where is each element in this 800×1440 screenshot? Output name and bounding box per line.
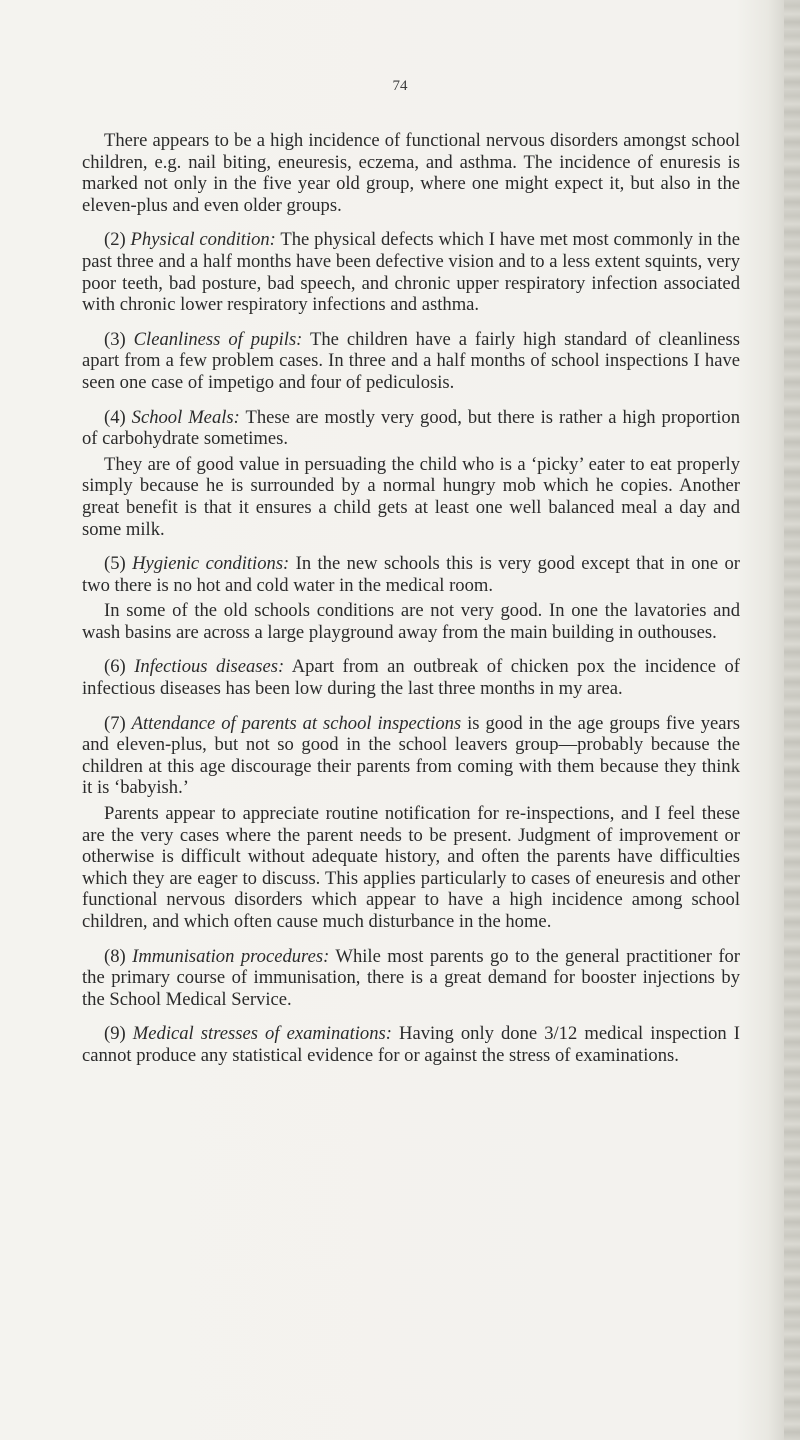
section-heading: School Meals:	[131, 406, 240, 428]
paragraph-immunisation	[82, 946, 740, 1011]
paragraph-hygienic-conditions-continued	[82, 600, 740, 643]
paragraph-physical-condition	[82, 229, 740, 315]
section-heading: Cleanliness of pupils:	[133, 328, 303, 350]
paragraph-examination-stress	[82, 1023, 740, 1066]
section-heading: Infectious diseases:	[134, 656, 285, 678]
paragraph-text: These are mostly very good, but there is rather a high proportion of carbohydrate sometimes.	[82, 406, 741, 450]
section-number: (9)	[104, 1023, 126, 1045]
paragraph-text: They are of good value in persuading the child who is a ‘picky’ eater to eat properly simply because he is surrounded by a normal hungry mob which he copies. Another great benefit is that it ensures a child gets at least one well balanced meal a day and some milk.	[82, 453, 740, 540]
paragraph-text: Apart from an outbreak of chicken pox the incidence of infectious diseases has been low during the last three months in my area.	[82, 656, 740, 700]
section-number: (4)	[104, 406, 126, 428]
section-number: (7)	[104, 712, 126, 734]
page-binding-edge	[784, 0, 800, 1440]
section-number: (6)	[104, 656, 126, 678]
paragraph-hygienic-conditions	[82, 553, 740, 596]
section-heading: Hygienic conditions:	[132, 553, 290, 575]
page-number: 74	[392, 78, 408, 94]
paragraph-text: is good in the age groups five years and eleven-plus, but not so good in the school leavers group—probably because the children at this age discourage their parents from coming with them because they think it is ‘babyish.’	[82, 712, 740, 799]
paragraph-functional-disorders	[82, 130, 740, 216]
paragraph-infectious-diseases	[82, 656, 740, 699]
paragraph-text: While most parents go to the general practitioner for the primary course of immunisation, there is a great demand for booster injections by the School Medical Service.	[82, 945, 741, 1010]
paragraph-text: The physical defects which I have met most commonly in the past three and a half months have been defective vision and to a less extent squints, very poor teeth, bad posture, bad speech, and chronic upper respiratory infection associated with chronic lower respiratory infections and asthma.	[82, 229, 740, 316]
paragraph-parent-attendance-continued	[82, 803, 740, 933]
section-number: (5)	[104, 553, 126, 575]
paragraph-parent-attendance	[82, 713, 740, 799]
section-number: (8)	[104, 945, 126, 967]
section-heading: Medical stresses of examinations:	[132, 1023, 392, 1045]
paragraph-school-meals-continued	[82, 454, 740, 540]
body-text	[82, 130, 740, 1067]
paragraph-text: Having only done 3/12 medical inspection I cannot produce any statistical evidence for or against the stress of examinations.	[82, 1023, 741, 1066]
paragraph-text: Parents appear to appreciate routine notification for re-inspections, and I feel these are the very cases where the parent needs to be present. Judgment of improvement or otherwise is difficult without adequate history, and often the parents have difficulties which they are eager to discuss. This applies particularly to cases of eneuresis and other functional nervous disorders which appear to have a high incidence among school children, and which often cause much disturbance in the home.	[82, 803, 740, 932]
section-heading: Immunisation procedures:	[132, 945, 330, 967]
paragraph-text: There appears to be a high incidence of functional nervous disorders amongst school children, e.g. nail biting, eneuresis, eczema, and asthma. The incidence of enuresis is marked not only in the five year old group, where one might expect it, but also in the eleven-plus and even older groups.	[82, 130, 740, 216]
section-heading: Physical condition:	[130, 229, 276, 251]
paragraph-school-meals	[82, 407, 740, 450]
paragraph-text: The children have a fairly high standard of cleanliness apart from a few problem cases. In three and a half months of school inspections I have seen one case of impetigo and four of pediculosis.	[82, 328, 740, 393]
section-number: (2)	[104, 229, 126, 251]
paragraph-text: In some of the old schools conditions are not very good. In one the lavatories and wash basins are across a large playground away from the main building in outhouses.	[82, 600, 740, 643]
paragraph-cleanliness	[82, 329, 740, 394]
section-heading: Attendance of parents at school inspections	[131, 712, 462, 734]
section-number: (3)	[104, 328, 126, 350]
paragraph-text: In the new schools this is very good except that in one or two there is no hot and cold water in the medical room.	[82, 553, 740, 596]
